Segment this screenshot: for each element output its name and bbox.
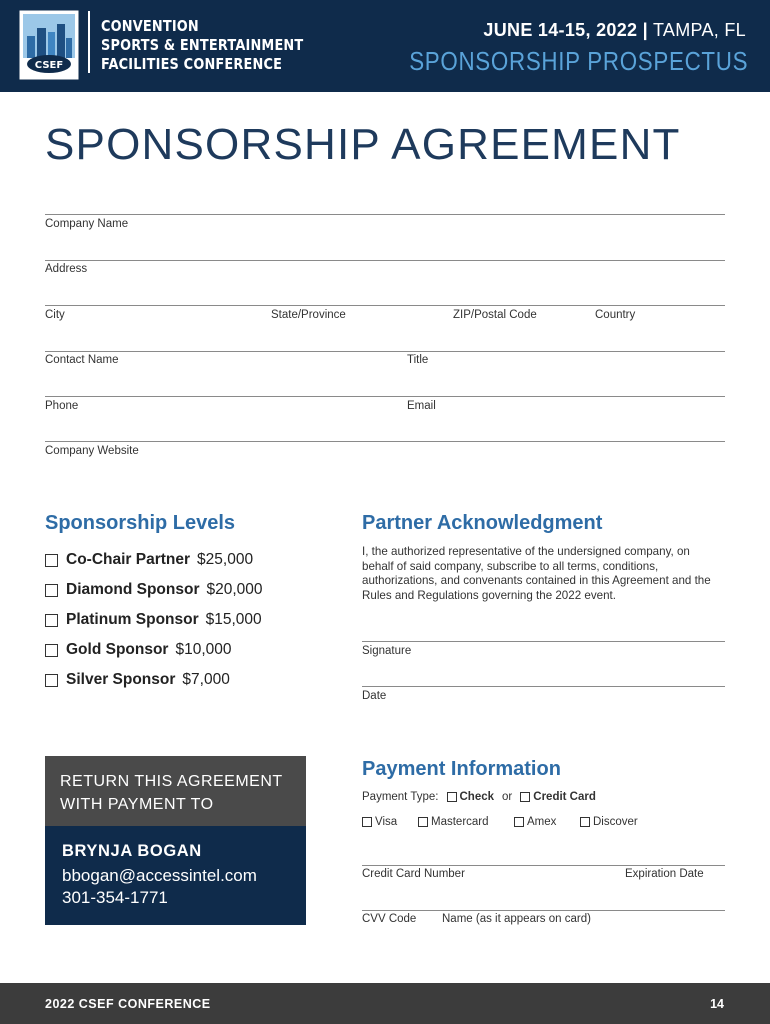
payment-type-row <box>362 791 596 803</box>
level-price: $7,000 <box>182 671 230 688</box>
credit-card-checkbox[interactable] <box>520 792 530 802</box>
conference-name-line: FACILITIES CONFERENCE <box>101 55 283 73</box>
footer-conference-name: 2022 CSEF CONFERENCE <box>45 997 211 1011</box>
level-name: Platinum Sponsor <box>66 611 199 628</box>
level-price: $25,000 <box>197 551 254 568</box>
checkbox[interactable] <box>45 674 58 687</box>
visa-label: Visa <box>375 816 398 828</box>
event-location: TAMPA, FL <box>652 20 746 40</box>
address-field[interactable] <box>45 260 725 261</box>
city-state-zip-field[interactable] <box>45 305 725 306</box>
sponsorship-option-silver[interactable] <box>45 670 230 690</box>
sponsorship-option-co-chair[interactable] <box>45 550 253 570</box>
amex-label: Amex <box>527 816 557 828</box>
level-price: $10,000 <box>175 641 232 658</box>
card-type-discover[interactable] <box>580 816 638 828</box>
signature-label: Signature <box>362 645 412 657</box>
acknowledgment-text: I, the authorized representative of the undersigned company, on behalf of said company, subscribe to all terms, conditions, authorizations, and convenants contained in this Agreement and the Rules and Regulations governing the 2022 event. <box>362 545 711 602</box>
credit-card-number-label: Credit Card Number <box>362 868 465 880</box>
svg-text:CSEF: CSEF <box>34 60 64 71</box>
card-type-mastercard[interactable] <box>418 816 489 828</box>
title-label: Title <box>407 354 429 366</box>
city-label: City <box>45 309 65 321</box>
return-instructions <box>60 770 283 816</box>
return-line: WITH PAYMENT TO <box>60 796 214 813</box>
zip-label: ZIP/Postal Code <box>453 309 537 321</box>
phone-email-field[interactable] <box>45 396 725 397</box>
credit-card-option-label: Credit Card <box>533 791 596 803</box>
return-contact-name: BRYNJA BOGAN <box>62 842 202 860</box>
sponsorship-option-diamond[interactable] <box>45 580 263 600</box>
header-divider <box>88 11 90 73</box>
level-name: Co-Chair Partner <box>66 551 191 568</box>
return-contact-box <box>45 826 306 925</box>
prospectus-subtitle: SPONSORSHIP PROSPECTUS <box>408 46 748 76</box>
discover-checkbox[interactable] <box>580 817 590 827</box>
conference-name-line: SPORTS & ENTERTAINMENT <box>101 36 304 54</box>
phone-label: Phone <box>45 400 79 412</box>
card-type-visa[interactable] <box>362 816 397 828</box>
return-contact-phone: 301-354-1771 <box>62 888 168 907</box>
cvv-name-field[interactable] <box>362 910 725 911</box>
level-price: $15,000 <box>205 611 262 628</box>
checkbox[interactable] <box>45 614 58 627</box>
email-label: Email <box>407 400 436 412</box>
partner-acknowledgment-heading: Partner Acknowledgment <box>362 512 603 534</box>
sponsorship-option-platinum[interactable] <box>45 610 262 630</box>
signature-field[interactable] <box>362 641 725 642</box>
card-type-amex[interactable] <box>514 816 556 828</box>
checkbox[interactable] <box>45 644 58 657</box>
credit-card-number-field[interactable] <box>362 865 725 866</box>
country-label: Country <box>595 309 636 321</box>
level-name: Diamond Sponsor <box>66 581 200 598</box>
conference-name-line: CONVENTION <box>101 17 199 35</box>
page-footer <box>0 983 770 1024</box>
checkbox[interactable] <box>45 554 58 567</box>
address-label: Address <box>45 263 88 275</box>
return-contact-email[interactable]: bbogan@accessintel.com <box>62 866 257 885</box>
check-option-label: Check <box>459 791 495 803</box>
contact-name-label: Contact Name <box>45 354 119 366</box>
return-instructions-box <box>45 756 306 826</box>
event-dates: JUNE 14-15, 2022 | <box>483 20 648 40</box>
amex-checkbox[interactable] <box>514 817 524 827</box>
check-checkbox[interactable] <box>447 792 457 802</box>
event-date-location <box>483 20 746 41</box>
return-line: RETURN THIS AGREEMENT <box>60 773 283 790</box>
conference-name <box>101 17 303 74</box>
date-label: Date <box>362 690 387 702</box>
company-name-label: Company Name <box>45 218 129 230</box>
contact-title-field[interactable] <box>45 351 725 352</box>
level-price: $20,000 <box>206 581 263 598</box>
level-name: Gold Sponsor <box>66 641 169 658</box>
page-title: SPONSORSHIP AGREEMENT <box>45 120 681 169</box>
csef-logo-icon <box>19 10 79 80</box>
page-header <box>0 0 770 92</box>
payment-type-label: Payment Type: <box>362 791 439 803</box>
or-text: or <box>502 791 513 803</box>
sponsorship-levels-heading: Sponsorship Levels <box>45 512 236 534</box>
discover-label: Discover <box>593 816 638 828</box>
payment-information-heading: Payment Information <box>362 758 561 780</box>
state-label: State/Province <box>271 309 346 321</box>
name-on-card-label: Name (as it appears on card) <box>442 913 591 925</box>
checkbox[interactable] <box>45 584 58 597</box>
mastercard-label: Mastercard <box>431 816 489 828</box>
expiration-date-label: Expiration Date <box>625 868 704 880</box>
company-website-label: Company Website <box>45 445 139 457</box>
visa-checkbox[interactable] <box>362 817 372 827</box>
company-name-field[interactable] <box>45 214 725 215</box>
company-website-field[interactable] <box>45 441 725 442</box>
cvv-code-label: CVV Code <box>362 913 417 925</box>
sponsorship-option-gold[interactable] <box>45 640 232 660</box>
date-field[interactable] <box>362 686 725 687</box>
page-number: 14 <box>710 997 724 1011</box>
mastercard-checkbox[interactable] <box>418 817 428 827</box>
level-name: Silver Sponsor <box>66 671 176 688</box>
